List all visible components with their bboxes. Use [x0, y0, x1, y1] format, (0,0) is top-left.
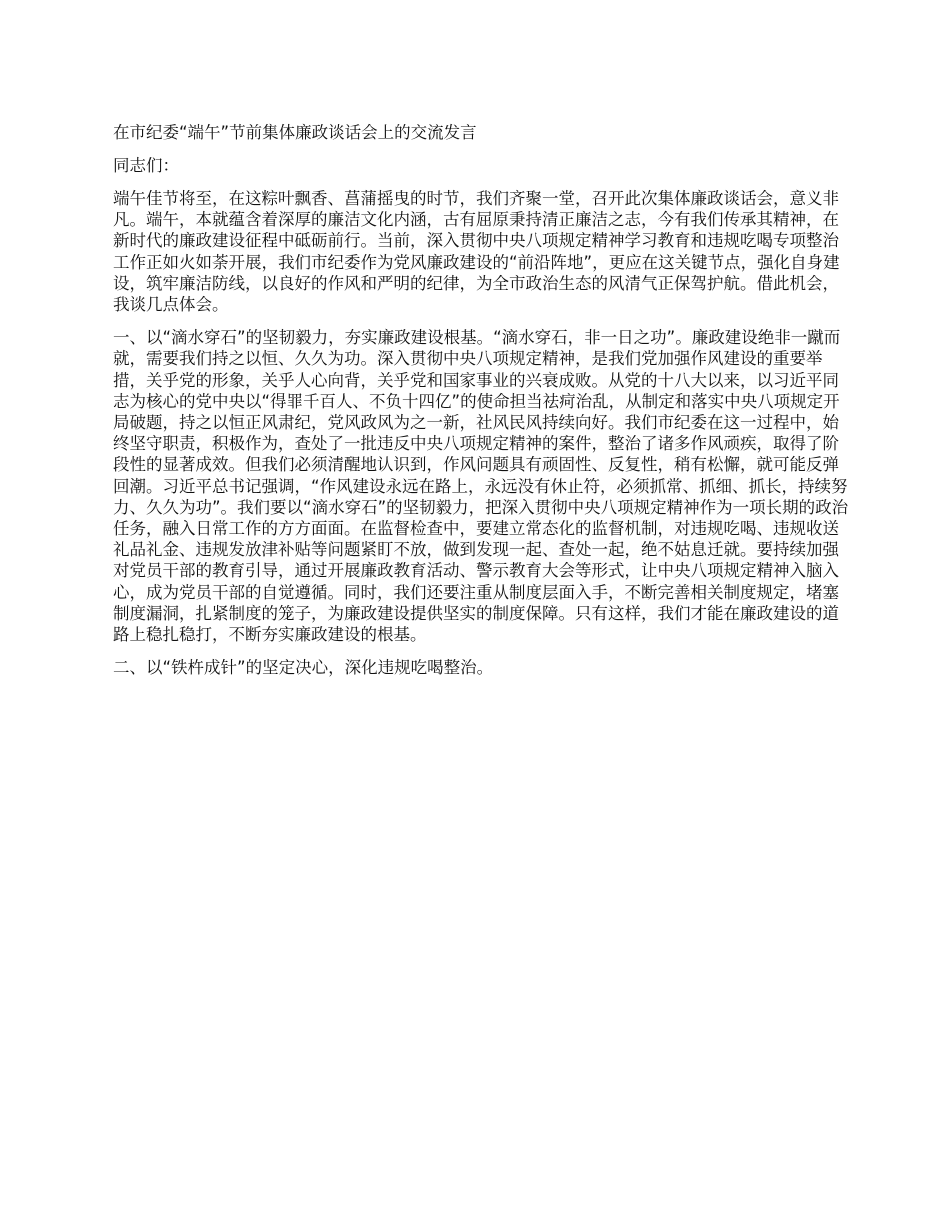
- greeting: 同志们：: [113, 156, 179, 175]
- document-title: 在市纪委“端午”节前集体廉政谈话会上的交流发言: [113, 123, 477, 142]
- paragraph-intro: 端午佳节将至，在这粽叶飘香、菖蒲摇曳的时节，我们齐聚一堂，召开此次集体廉政谈话会，意义非凡。端午，本就蕴含着深厚的廉洁文化内涵，古有屈原秉持清正廉洁之志，今有我们传承其精神，在新时代的廉政建设征程中砥砺前行。当前，深入贯彻中央八项规定精神学习教育和违规吃喝专项整治工作正如火如荼开展，我们市纪委作为党风廉政建设的“前沿阵地”，更应在这关键节点，强化自身建设，筑牢廉洁防线，以良好的作风和严明的纪律，为全市政治生态的风清气正保驾护航。借此机会，我谈几点体会。: [113, 189, 840, 315]
- paragraph-section-one: 一、以“滴水穿石”的坚韧毅力，夯实廉政建设根基。“滴水穿石，非一日之功”。廉政建设绝非一蹴而就，需要我们持之以恒、久久为功。深入贯彻中央八项规定精神，是我们党加强作风建设的重要举措，关乎党的形象，关乎人心向背，关乎党和国家事业的兴衰成败。从党的十八大以来，以习近平同志为核心的党中央以“得罪千百人、不负十四亿”的使命担当祛疴治乱，从制定和落实中央八项规定开局破题，持之以恒正风肃纪，党风政风为之一新，社风民风持续向好。我们市纪委在这一过程中，始终坚守职责，积极作为，查处了一批违反中央八项规定精神的案件，整治了诸多作风顽疾，取得了阶段性的显著成效。但我们必须清醒地认识到，作风问题具有顽固性、反复性，稍有松懈，就可能反弹回潮。习近平总书记强调，“作风建设永远在路上，永远没有休止符，必须抓常、抓细、抓长，持续努力、久久为功”。我们要以“滴水穿石”的坚韧毅力，把深入贯彻中央八项规定精神作为一项长期的政治任务，融入日常工作的方方面面。在监督检查中，要建立常态化的监督机制，对违规吃喝、违规收送礼品礼金、违规发放津补贴等问题紧盯不放，做到发现一起、查处一起，绝不姑息迁就。要持续加强对党员干部的教育引导，通过开展廉政教育活动、警示教育大会等形式，让中央八项规定精神入脑入心，成为党员干部的自觉遵循。同时，我们还要注重从制度层面入手，不断完善相关制度规定，堵塞制度漏洞，扎紧制度的笼子，为廉政建设提供坚实的制度保障。只有这样，我们才能在廉政建设的道路上稳扎稳打，不断夯实廉政建设的根基。: [113, 328, 849, 645]
- document-page: [113, 122, 855, 679]
- section-two-heading: 二、以“铁杵成针”的坚定决心，深化违规吃喝整治。: [113, 658, 494, 678]
